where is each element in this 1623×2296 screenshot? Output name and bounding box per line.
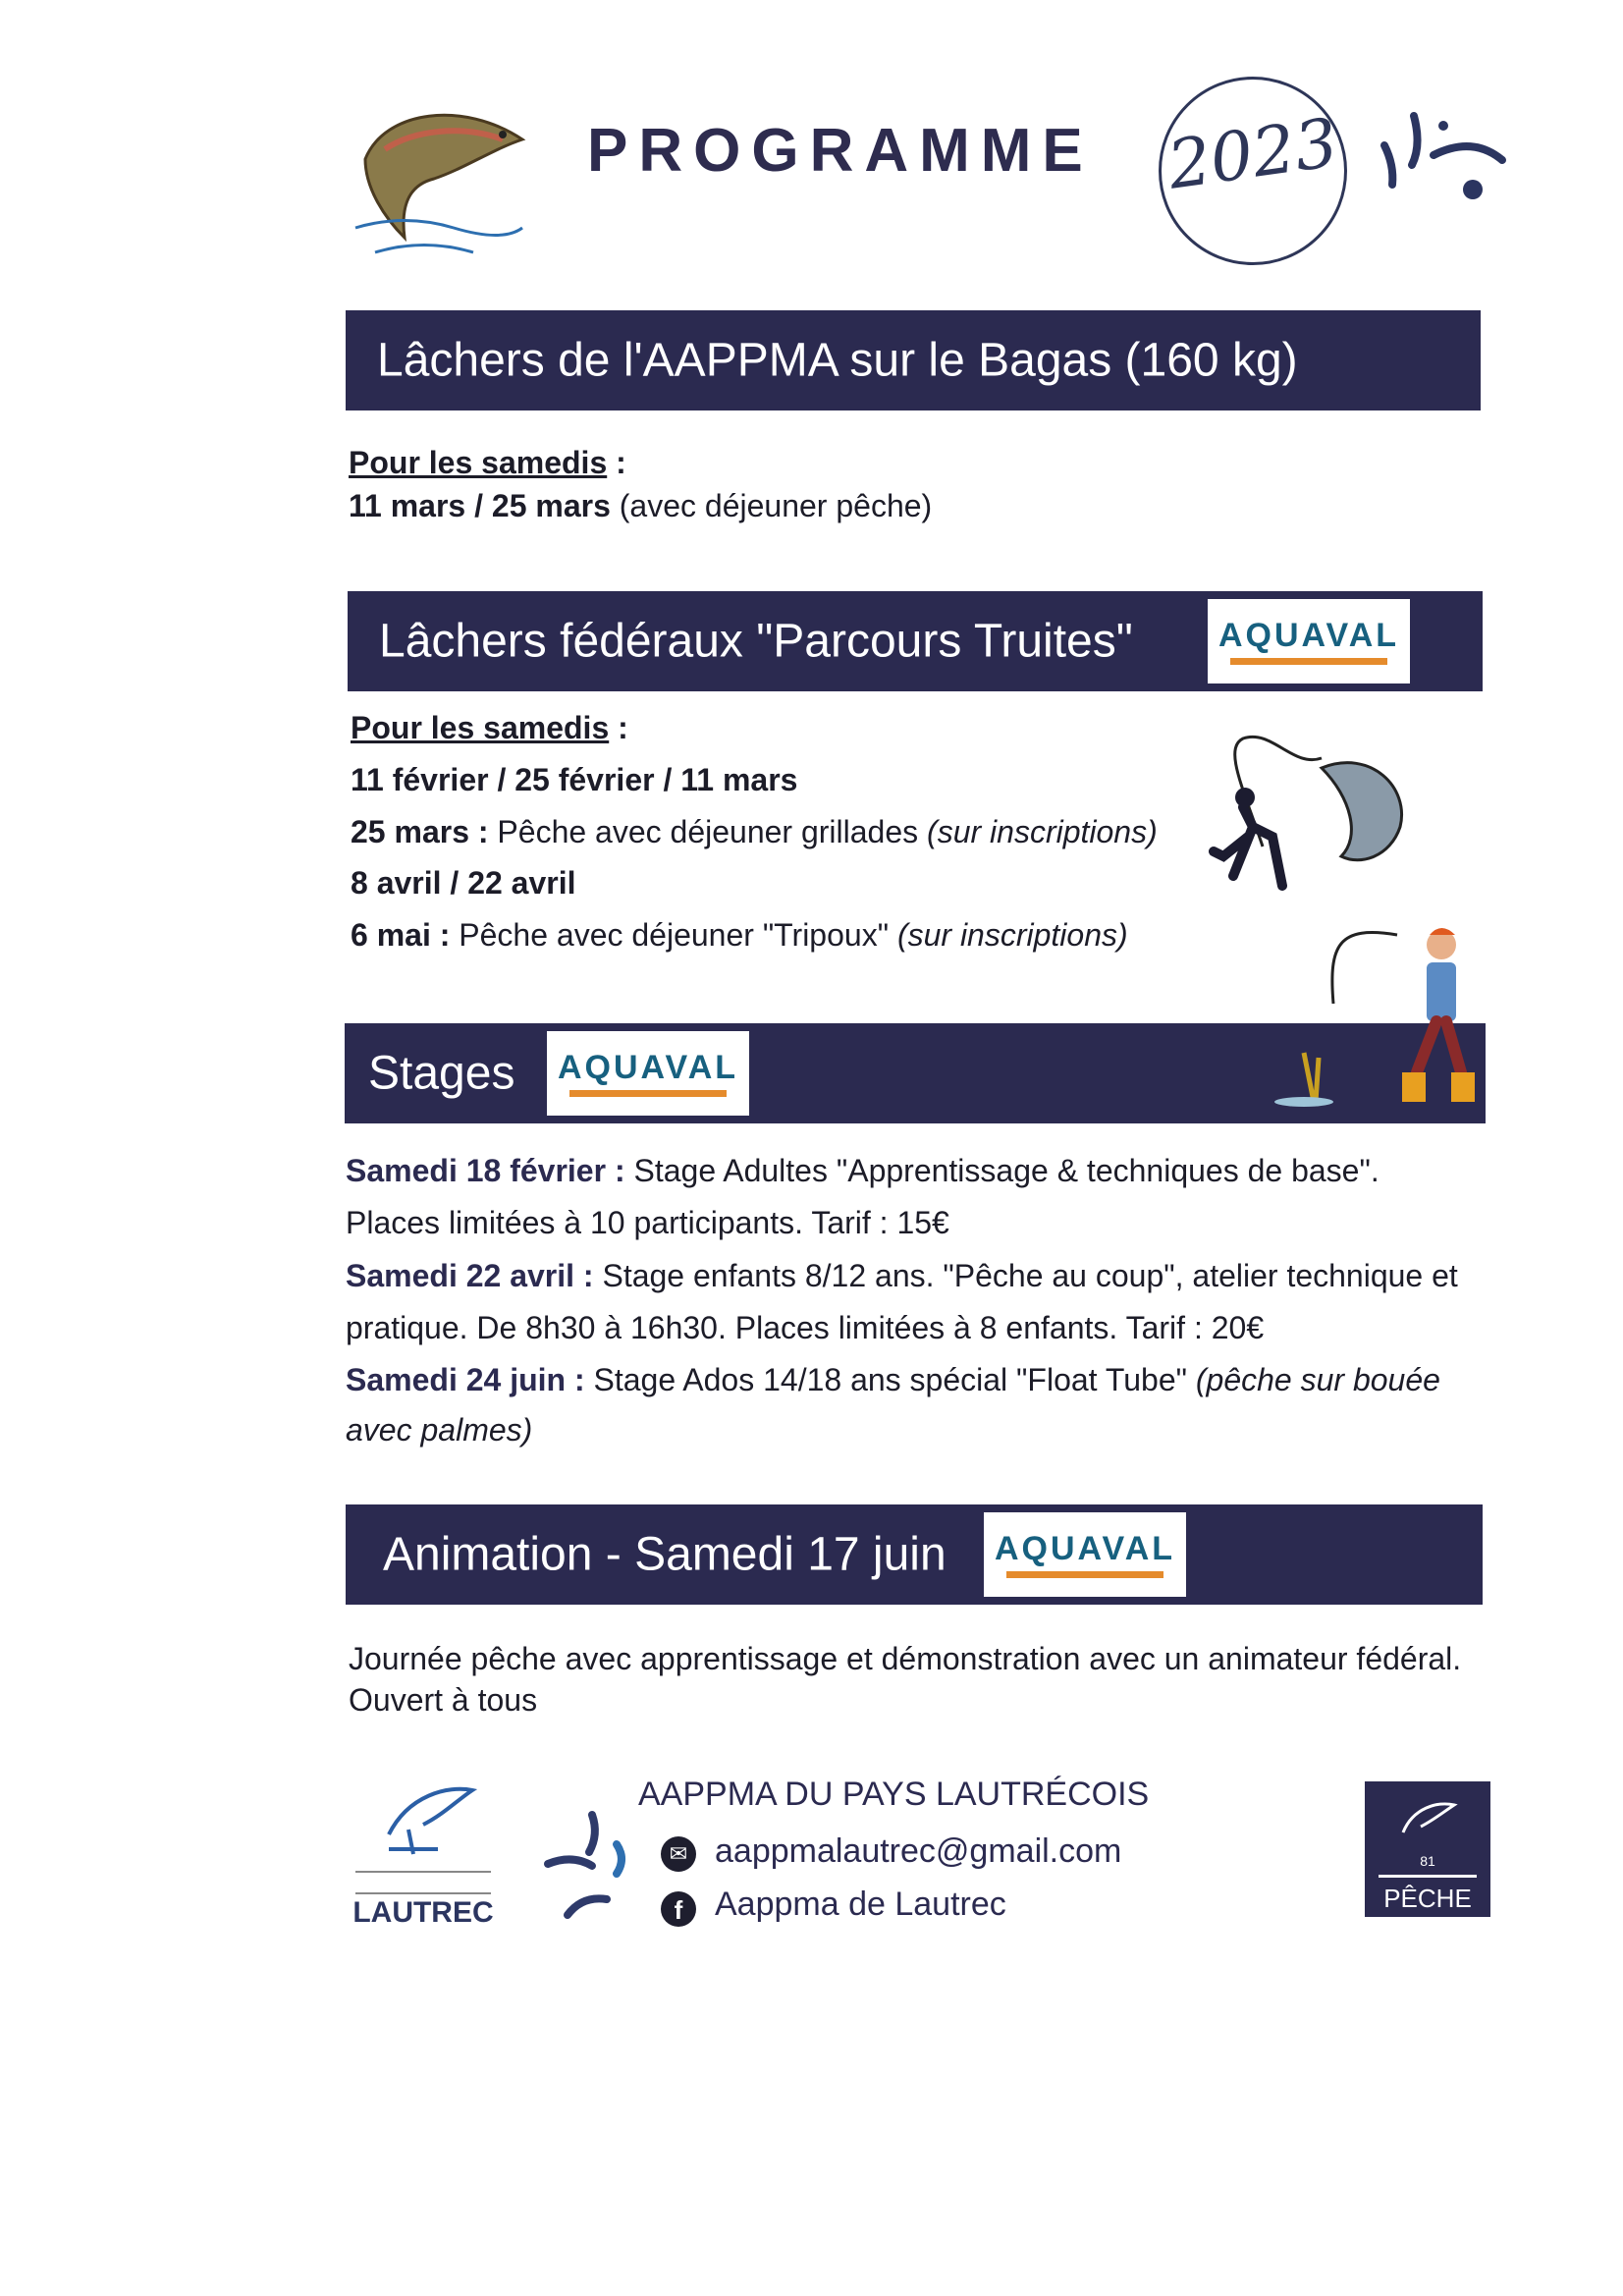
association-name: AAPPMA DU PAYS LAUTRÉCOIS [638, 1776, 1150, 1813]
water-splash-icon [538, 1805, 636, 1928]
email-icon: ✉ [661, 1836, 696, 1872]
section-bagas-heading: Lâchers de l'AAPPMA sur le Bagas (160 kg) [377, 334, 1298, 387]
aquaval-logo: AQUAVAL [547, 1031, 749, 1116]
stage-adults-line: Samedi 18 février : Stage Adultes "Apprentissage & techniques de base". [346, 1153, 1380, 1188]
federal-grillades-line: 25 mars : Pêche avec déjeuner grillades (sur inscriptions) [351, 814, 1158, 849]
stage-teens-details: avec palmes) [346, 1412, 533, 1448]
year-text: 2023 [1163, 104, 1343, 205]
section-bagas-banner [346, 310, 1481, 410]
boy-fishing-illustration [1245, 925, 1481, 1112]
section-federal-label: Pour les samedis : [351, 710, 628, 745]
federation-peche-logo: 81 PÊCHE [1365, 1781, 1490, 1917]
federal-tripoux-line: 6 mai : Pêche avec déjeuner "Tripoux" (sur inscriptions) [351, 917, 1128, 953]
aquaval-logo: AQUAVAL [1208, 599, 1410, 683]
stage-kids-details: pratique. De 8h30 à 16h30. Places limitées à 8 enfants. Tarif : 20€ [346, 1310, 1265, 1345]
facebook-icon: f [661, 1891, 696, 1927]
animation-description: Journée pêche avec apprentissage et démonstration avec un animateur fédéral. [349, 1641, 1462, 1676]
email-link[interactable]: aappmalautrec@gmail.com [715, 1832, 1122, 1870]
aquaval-logo: AQUAVAL [984, 1512, 1186, 1597]
section-federal-banner [348, 591, 1483, 691]
fish-logo-icon [369, 1776, 477, 1864]
section-animation-banner [346, 1504, 1483, 1605]
section-federal-heading: Lâchers fédéraux "Parcours Truites" [379, 615, 1133, 668]
stage-kids-line: Samedi 22 avril : Stage enfants 8/12 ans. "Pêche au coup", atelier technique et [346, 1258, 1458, 1293]
animation-open-to-all: Ouvert à tous [349, 1682, 538, 1718]
federal-dates-line: 11 février / 25 février / 11 mars [351, 762, 798, 797]
angler-catching-fish-illustration [1204, 729, 1420, 896]
facebook-link[interactable]: Aappma de Lautrec [715, 1886, 1006, 1923]
lautrec-logo: LAUTREC [350, 1776, 497, 1933]
stage-teens-line: Samedi 24 juin : Stage Ados 14/18 ans spécial "Float Tube" (pêche sur bouée [346, 1362, 1440, 1397]
federal-april-line: 8 avril / 22 avril [351, 865, 576, 901]
section-bagas-dates: 11 mars / 25 mars (avec déjeuner pêche) [349, 488, 933, 523]
program-title: PROGRAMME [587, 117, 1094, 185]
section-stages-heading: Stages [368, 1047, 515, 1100]
section-animation-heading: Animation - Samedi 17 juin [383, 1528, 947, 1581]
fish-logo-icon [1393, 1793, 1462, 1848]
section-bagas-label: Pour les samedis : [349, 445, 626, 480]
water-splash-icon [1365, 106, 1512, 214]
stage-adults-details: Places limitées à 10 participants. Tarif : 15€ [346, 1205, 949, 1240]
trout-illustration [346, 90, 532, 267]
